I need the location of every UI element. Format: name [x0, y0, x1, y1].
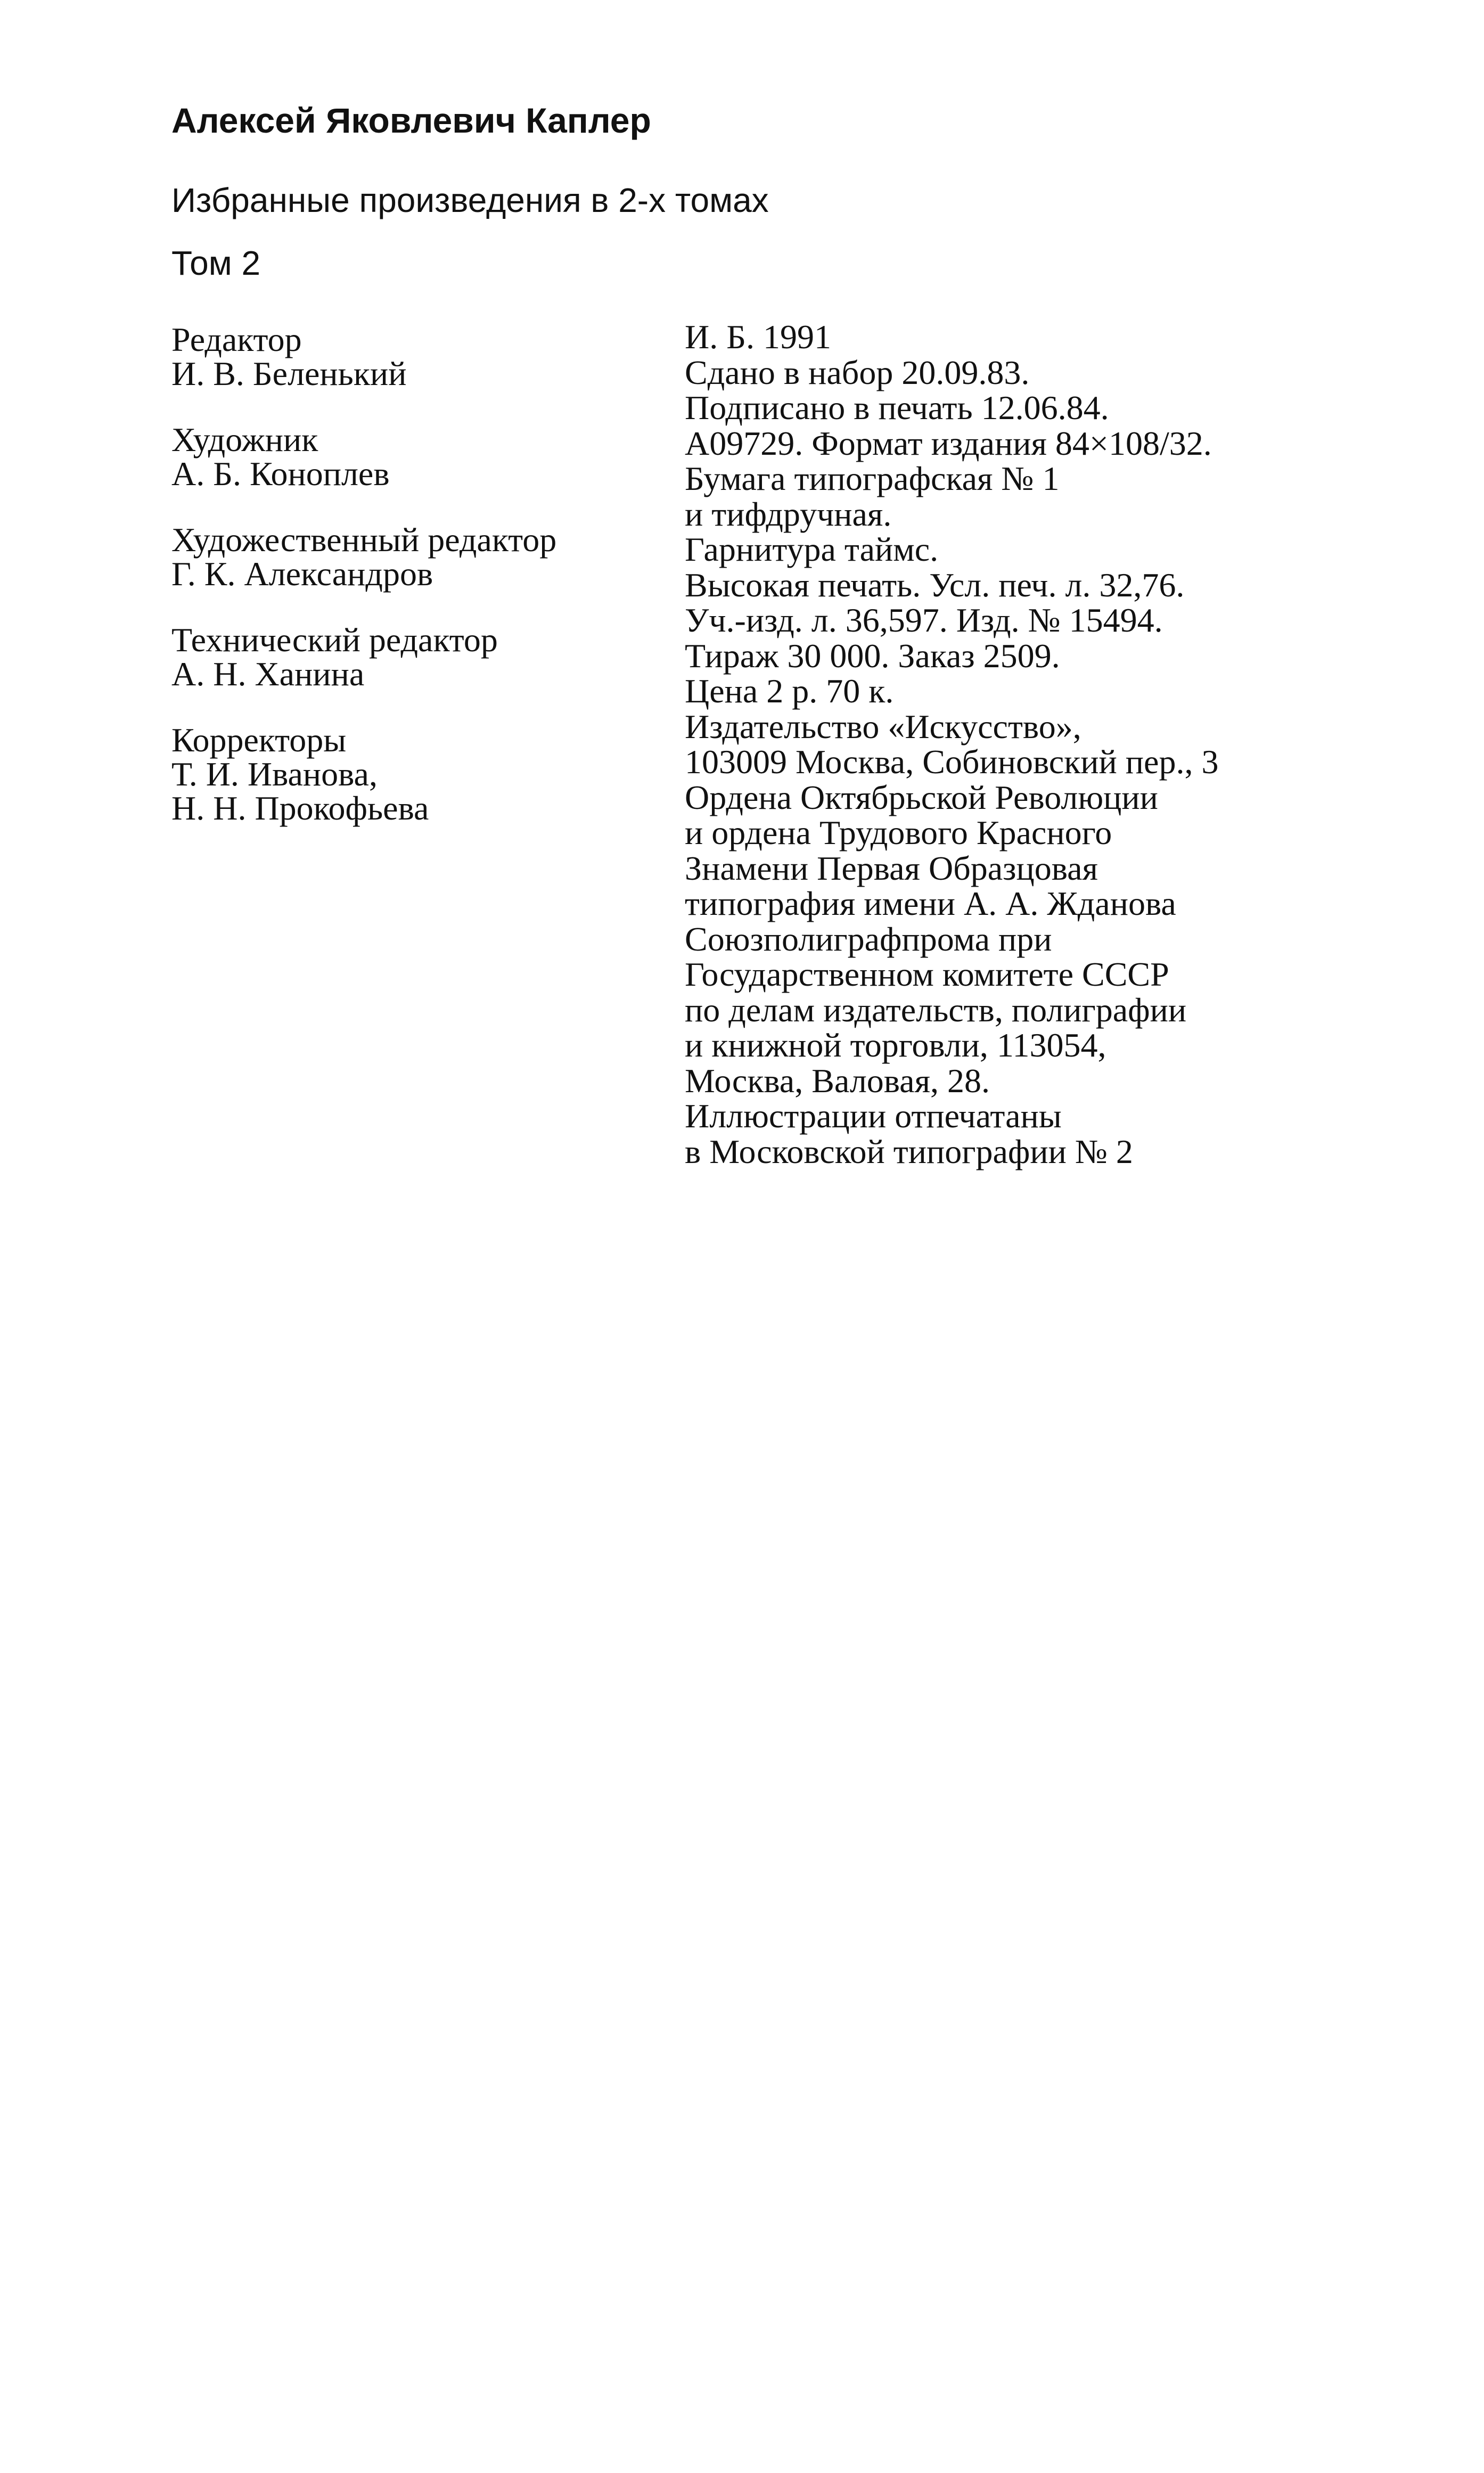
staff-role: Редактор	[171, 321, 302, 358]
imprint-line: Уч.-изд. л. 36,597. Изд. № 15494.	[685, 601, 1163, 639]
staff-group-editor	[171, 323, 651, 391]
staff-group-art-editor	[171, 523, 651, 591]
staff-name: А. Б. Коноплев	[171, 455, 390, 493]
imprint-line: по делам издательств, полиграфии	[685, 990, 1187, 1029]
staff-role: Корректоры	[171, 721, 347, 759]
staff-group-tech-editor	[171, 623, 651, 691]
volume-number: Том 2	[171, 244, 261, 282]
imprint-line: Знамени Первая Образцовая	[685, 849, 1098, 887]
staff-role: Технический редактор	[171, 621, 498, 659]
imprint-block	[685, 320, 1473, 1169]
staff-name: Т. И. Иванова,	[171, 755, 378, 793]
imprint-line: типография имени А. А. Жданова	[685, 885, 1176, 922]
imprint-line: Ордена Октябрьской Революции	[685, 778, 1158, 816]
staff-role: Художник	[171, 421, 318, 458]
imprint-line: 103009 Москва, Собиновский пер., 3	[685, 743, 1219, 781]
staff-group-proofreaders	[171, 723, 651, 825]
imprint-line: Подписано в печать 12.06.84.	[685, 389, 1109, 427]
imprint-line: Иллюстрации отпечатаны	[685, 1097, 1062, 1135]
imprint-line: А09729. Формат издания 84×108/32.	[685, 424, 1212, 462]
imprint-line: Сдано в набор 20.09.83.	[685, 353, 1030, 391]
imprint-line: Издательство «Искусство»,	[685, 707, 1081, 746]
imprint-line: и ордена Трудового Красного	[685, 814, 1112, 851]
staff-name: И. В. Беленький	[171, 355, 407, 392]
imprint-line: и тифдручная.	[685, 495, 892, 533]
imprint-line: Гарнитура таймс.	[685, 530, 939, 568]
imprint-line: Государственном комитете СССР	[685, 955, 1169, 993]
imprint-line: Тираж 30 000. Заказ 2509.	[685, 636, 1060, 675]
imprint-line: в Московской типографии № 2	[685, 1132, 1133, 1170]
staff-group-artist	[171, 423, 651, 491]
staff-role: Художественный редактор	[171, 521, 557, 559]
staff-credits	[171, 323, 651, 857]
imprint-line: Союзполиграфпрома при	[685, 920, 1052, 958]
work-title: Избранные произведения в 2-х томах	[171, 181, 769, 219]
staff-name: Г. К. Александров	[171, 555, 433, 593]
imprint-line: Высокая печать. Усл. печ. л. 32,76.	[685, 566, 1185, 604]
imprint-line: Цена 2 р. 70 к.	[685, 672, 894, 710]
imprint-line: Бумага типографская № 1	[685, 460, 1060, 497]
author-name: Алексей Яковлевич Каплер	[171, 101, 651, 140]
imprint-line: и книжной торговли, 113054,	[685, 1026, 1106, 1064]
staff-name: Н. Н. Прокофьева	[171, 789, 429, 827]
imprint-line: Москва, Валовая, 28.	[685, 1061, 990, 1100]
imprint-line: И. Б. 1991	[685, 318, 831, 356]
staff-name: А. Н. Ханина	[171, 655, 365, 693]
